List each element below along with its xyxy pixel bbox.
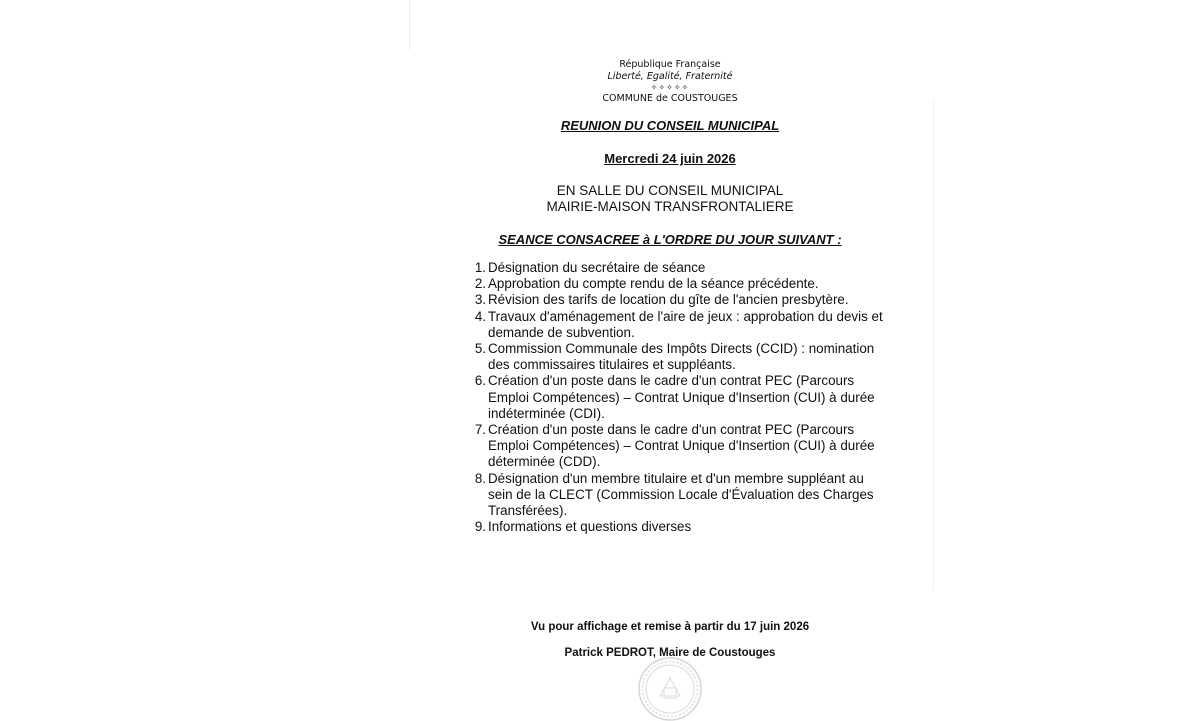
republic-name: République Française [619, 59, 721, 70]
agenda-item-number: 9. [474, 519, 486, 535]
agenda-item-text: Approbation du compte rendu de la séance précédente. [488, 276, 819, 292]
meeting-title: REUNION DU CONSEIL MUNICIPAL [560, 118, 780, 133]
mayor-signature: Patrick PEDROT, Maire de Coustouges [564, 647, 776, 659]
agenda-title: SEANCE CONSACREE à L'ORDRE DU JOUR SUIVANT : [498, 232, 842, 247]
agenda-item [470, 276, 890, 292]
republic-header [470, 59, 870, 105]
agenda-item-text: Travaux d'aménagement de l'aire de jeux : approbation du devis et demande de subvention. [488, 308, 883, 340]
republic-motto: Liberté, Egalité, Fraternité [607, 71, 733, 82]
agenda-item [470, 373, 890, 422]
meeting-venue [470, 183, 870, 215]
agenda-item-text: Désignation d'un membre titulaire et d'un membre suppléant au sein de la CLECT (Commission Locale d'Évaluation des Charges Transférées). [488, 470, 874, 519]
agenda-item-text: Création d'un poste dans le cadre d'un contrat PEC (Parcours Emploi Compétences) – Contrat Unique d'Insertion (CUI) à durée déterminée (CDD). [488, 422, 875, 470]
agenda-item-number: 6. [474, 373, 486, 389]
agenda-item [470, 519, 890, 535]
scan-edge-left [409, 0, 410, 50]
agenda-item [470, 309, 890, 341]
venue-line-1: EN SALLE DU CONSEIL MUNICIPAL [556, 183, 784, 198]
agenda-item [470, 260, 890, 276]
agenda-list [470, 260, 890, 535]
agenda-item-number: 2. [474, 276, 486, 292]
ornament-icon: ✧✧✧✧✧ [650, 83, 690, 92]
meeting-date: Mercredi 24 juin 2026 [604, 151, 736, 166]
agenda-item [470, 422, 890, 471]
display-notice: Vu pour affichage et remise à partir du 17 juin 2026 [530, 621, 810, 633]
agenda-item-text: Informations et questions diverses [488, 519, 692, 535]
scan-edge-right [933, 100, 934, 590]
agenda-item-text: Création d'un poste dans le cadre d'un contrat PEC (Parcours Emploi Compétences) – Contrat Unique d'Insertion (CUI) à durée indéterminée (CDI). [488, 373, 875, 421]
agenda-item-text: Désignation du secrétaire de séance [488, 260, 706, 275]
agenda-item-number: 1. [474, 260, 486, 275]
agenda-item-number: 4. [474, 308, 486, 324]
agenda-item [470, 292, 890, 308]
agenda-item [470, 341, 890, 373]
agenda-item [470, 471, 890, 520]
agenda-item-number: 8. [474, 470, 486, 486]
agenda-item-number: 3. [474, 292, 486, 308]
agenda-item-text: Révision des tarifs de location du gîte de l'ancien presbytère. [488, 292, 849, 308]
venue-line-2: MAIRIE-MAISON TRANSFRONTALIERE [546, 199, 794, 214]
commune-name: COMMUNE de COUSTOUGES [602, 93, 738, 104]
agenda-item-text: Commission Communale des Impôts Directs (CCID) : nomination des commissaires titulaires et suppléants. [488, 341, 875, 373]
agenda-item-number: 7. [474, 422, 486, 438]
agenda-item-number: 5. [474, 341, 486, 357]
official-seal-icon [637, 656, 703, 721]
